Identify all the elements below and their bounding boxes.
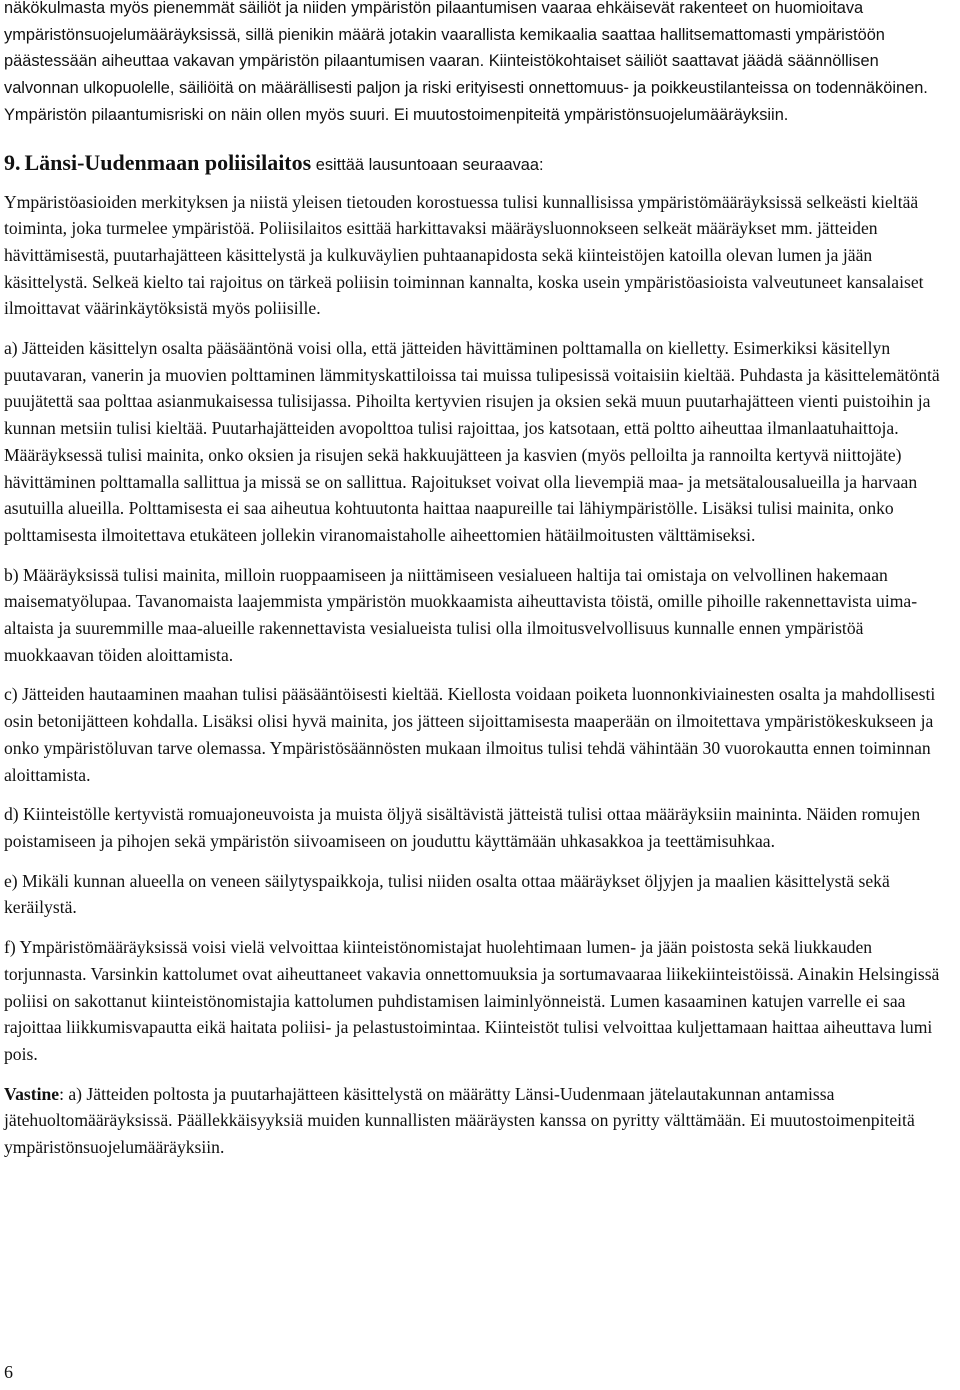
item-d-paragraph: d) Kiinteistölle kertyvistä romuajoneuvoista ja muista öljyä sisältävistä jätteistä tulisi ottaa määräyksiin maininta. Näiden romujen poistamiseen ja pihojen sekä ympäristön siivoamiseen on jouduttu käyttämään uhkasakkoa ja teettämisuhkaa. bbox=[4, 804, 921, 851]
document-page bbox=[4, 0, 954, 1161]
intro-paragraph: näkökulmasta myös pienemmät säiliöt ja niiden ympäristön pilaantumisen vaaraa ehkäisevät rakenteet on huomioitava ympäristönsuojelumääräyksissä, sillä pienikin määrä jotakin vaarallista kemikaalia saattaa hallitsemattomasti ympäristöön päästessään aiheuttaa vakavan ympäristön pilaantumisen vaaran. Kiinteistökohtaiset säiliöt saattavat jäädä säännöllisen valvonnan ulkopuolelle, säiliöitä on määrällisesti paljon ja riski erityisesti onnettomuus- ja poikkeustilanteissa on todennäköinen. Ympäristön pilaantumisriski on näin ollen myös suuri. Ei muutostoimenpiteitä ympäristönsuojelumääräyksiin. bbox=[4, 0, 928, 124]
section-number: 9. bbox=[4, 149, 21, 175]
item-f-paragraph: f) Ympäristömääräyksissä voisi vielä velvoittaa kiinteistönomistajat huolehtimaan lumen- ja jään poistosta sekä liukkauden torjunnasta. Varsinkin kattolumet ovat aiheuttaneet vakavia onnettomuuksia ja sortumavaaraa liikekiinteistöissä. Ainakin Helsingissä poliisi on sakottanut kiinteistönomistajia kattolumen puhdistamisen laiminlyönneistä. Lumen kasaaminen katujen varrelle ei saa rajoittaa liikkumisvapautta eikä haitata poliisi- ja pelastustoimintaa. Kiinteistöt tulisi velvoittaa kuljettamaan haittaa aiheuttava lumi pois. bbox=[4, 937, 940, 1064]
response-label: Vastine bbox=[4, 1083, 60, 1104]
item-a-paragraph: a) Jätteiden käsittelyn osalta pääsääntönä voisi olla, että jätteiden hävittäminen polttamalla on kielletty. Esimerkiksi käsitellyn puutavaran, vanerin ja muovien polttaminen lämmityskattiloissa tai muissa tulipesissä voitaisiin kieltää. Puhdasta ja käsittelemätöntä puujätettä saa polttaa asianmukaisessa tulisijassa. Pihoilta kertyvien risujen ja oksien sekä muun puutarhajätteen vienti puistoihin ja kunnan metsiin tulisi kieltää. Puutarhajätteiden avopolttoa tulisi rajoittaa, jos katsotaan, että poltto aiheuttaa ilmanlaatuhaittoja. Määräyksessä tulisi mainita, onko oksien ja risujen sekä hakkuujätteen ja kasvien (myös pelloilta ja rannoilta kertyvä niittojäte) hävittäminen polttamalla sallittua ja missä se on sallittua. Rajoitukset voivat olla lievempiä maa- ja metsätalousalueilla ja harvaan asutuilla alueilla. Polttamisesta ei saa aiheutua kohtuutonta haittaa naapureille tai lähiympäristölle. Lisäksi tulisi mainita, onko polttamisesta ilmoitettava etukäteen jollekin viranomaistaholle aiheettomien hätäilmoitusten välttämiseksi. bbox=[4, 338, 940, 545]
response-text: : a) Jätteiden poltosta ja puutarhajätteen käsittelystä on määrätty Länsi-Uudenmaan jätelautakunnan antamissa jätehuoltomääräyksissä. Päällekkäisyyksiä muiden kunnallisten määräysten kanssa on pyritty välttämään. Ei muutostoimenpiteitä ympäristönsuojelumääräyksiin. bbox=[4, 1083, 915, 1158]
section-organization: Länsi-Uudenmaan poliisilaitos bbox=[24, 149, 312, 175]
section-heading-rest: esittää lausuntoaan seuraavaa: bbox=[311, 155, 544, 174]
item-c-paragraph: c) Jätteiden hautaaminen maahan tulisi pääsääntöisesti kieltää. Kiellosta voidaan poiketa luonnonkiviainesten osalta ja mahdollisesti osin betonijätteen kohdalla. Lisäksi olisi hyvä mainita, jos jätteen sijoittamisesta maaperään on ilmoitettava ympäristökeskukseen ja onko ympäristöluvan tarve olemassa. Ympäristösäännösten mukaan ilmoitus tulisi tehdä vähintään 30 vuorokautta ennen toiminnan aloittamista. bbox=[4, 684, 936, 785]
item-b-paragraph: b) Määräyksissä tulisi mainita, milloin ruoppaamiseen ja niittämiseen vesialueen haltija tai omistaja on velvollinen hakemaan maisematyölupaa. Tavanomaista laajemmista ympäristön muokkaamista aiheuttavista töistä, omille pihoille rakennettavista uima-altaista ja suuremmille maa-alueille rakennettavista vesialueista tulisi olla ilmoitusvelvollisuus kunnalle ennen ympäristöä muokkaavan töiden aloittamista. bbox=[4, 564, 918, 665]
response-paragraph bbox=[4, 1081, 954, 1161]
page-number: 6 bbox=[4, 1362, 13, 1382]
statement-intro-paragraph: Ympäristöasioiden merkityksen ja niistä yleisen tietouden korostuessa tulisi kunnallisissa ympäristömääräyksissä selkeästi kieltää toiminta, joka turmelee ympäristöä. Poliisilaitos esittää harkittavaksi määräysluonnokseen selkeät määräykset mm. jätteiden hävittämisestä, puutarhajätteen käsittelystä ja kulkuväylien puhtaanapidosta sekä kiinteistöjen katoilla olevan lumen ja jään käsittelystä. Selkeä kielto tai rajoitus on tärkeä poliisin toiminnan kannalta, koska usein ympäristöasioista valveutuneet kansalaiset ilmoittavat väärinkäytöksistä myös poliisille. bbox=[4, 191, 924, 319]
item-e-paragraph: e) Mikäli kunnan alueella on veneen säilytyspaikkoja, tulisi niiden osalta ottaa määräykset öljyjen ja maalien käsittelystä sekä keräilystä. bbox=[4, 870, 890, 918]
section-heading bbox=[4, 150, 954, 176]
